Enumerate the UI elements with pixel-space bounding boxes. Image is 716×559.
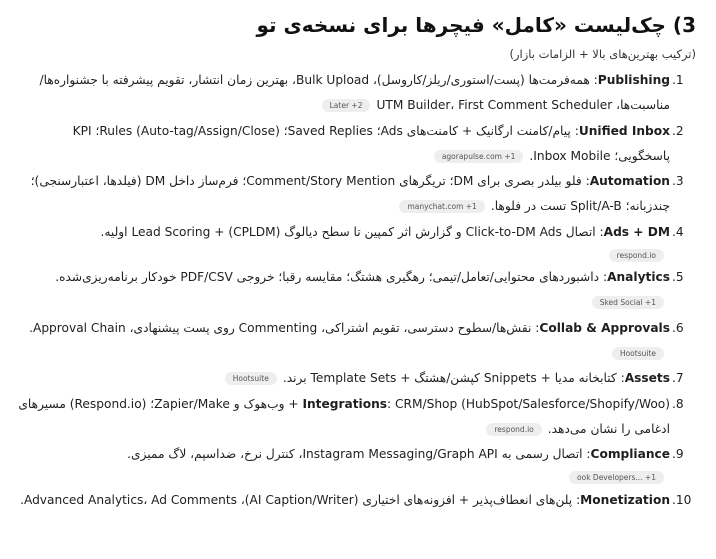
item-description: : اتصال رسمی به Instagram Messaging/Graph API، کنترل نرخ، ضداسپم، لاگ ممیزی. [127, 447, 591, 461]
source-chip[interactable]: Hootsuite [612, 347, 664, 360]
item-number: .5 [672, 270, 684, 284]
source-chip-row [18, 467, 670, 487]
list-item [18, 316, 696, 366]
item-number: .9 [672, 447, 684, 461]
item-heading: Integrations [302, 396, 388, 411]
list-item [18, 220, 696, 265]
list-item [18, 488, 696, 513]
item-number: .2 [672, 123, 684, 138]
item-heading: Ads + DM [603, 224, 670, 239]
item-number: .10 [672, 492, 692, 507]
item-heading: Collab & Approvals [539, 320, 670, 335]
item-heading: Monetization [580, 492, 670, 507]
item-description: : داشبوردهای محتوایی/تعامل/تیمی؛ رهگیری هشتگ؛ مقایسه رقبا؛ خروجی PDF/CSV خودکار برنامه‌ریزی‌شده. [55, 270, 608, 284]
item-heading: Unified Inbox [578, 123, 670, 138]
item-description: : فلو بیلدر بصری برای DM؛ تریگرهای Comment/Story Mention؛ فرم‌ساز داخل DM (فیلدها، اعتبارسنجی)؛ چندزبانه؛ Split/A-B تست در فلوها. [30, 174, 670, 213]
item-number: .6 [672, 320, 684, 335]
list-item [18, 442, 696, 487]
item-description: : اتصال Click-to-DM Ads و گزارش اثر کمپین تا سطح دیالوگ (CPLDM) + Lead Scoring اولیه. [100, 224, 604, 239]
item-heading: Publishing [597, 73, 670, 87]
page-title: 3) چک‌لیست «کامل» فیچرها برای نسخه‌ی تو [256, 13, 696, 37]
item-description: : CRM/Shop (HubSpot/Salesforce/Shopify/Woo) + وب‌هوک و Zapier/Make؛ (Respond.io) مسیرهای ادغامی را نشان می‌دهد. [18, 396, 670, 436]
item-heading: Analytics [607, 270, 670, 284]
item-description: : کتابخانه مدیا + Snippets کپشن/هشتگ + Template Sets برند. [282, 371, 625, 385]
item-number: .8 [672, 396, 684, 411]
item-number: .1 [672, 73, 684, 87]
page-subtitle: (ترکیب بهترین‌های بالا + الزامات بازار) [509, 47, 696, 61]
item-heading: Compliance [590, 447, 670, 461]
source-chip[interactable]: respond.io [486, 423, 541, 436]
item-description: : نقش‌ها/سطوح دسترسی، تقویم اشتراکی، Commenting روی پست پیشنهادی، Approval Chain. [29, 320, 540, 335]
source-chip[interactable]: Hootsuite [225, 372, 277, 385]
item-description: : پیام/کامنت ارگانیک + کامنت‌های Ads؛ Saved Replies؛ Rules (Auto-tag/Assign/Close)؛ KPI پاسخگویی؛ Inbox Mobile. [72, 123, 670, 163]
list-item [18, 169, 696, 219]
list-item [18, 366, 696, 391]
item-description: : پلن‌های انعطاف‌پذیر + افزونه‌های اختیاری (AI Caption/Writer)، Advanced Analytics، Ad Comments. [20, 492, 581, 507]
item-description: : همه‌فرمت‌ها (پست/استوری/ریلز/کاروسل)، Bulk Upload، بهترین زمان انتشار، تقویم پیشرفته با جشنواره‌ها/مناسبت‌ها، UTM Builder، First Comment Scheduler [39, 73, 670, 112]
list-item [18, 68, 696, 118]
source-chip[interactable]: Sked Social +1 [592, 296, 664, 309]
source-chip-row [18, 245, 670, 265]
source-chip[interactable]: Later +2 [322, 99, 371, 112]
source-chip[interactable]: agorapulse.com +1 [434, 150, 524, 163]
source-chip[interactable]: manychat.com +1 [399, 200, 484, 213]
list-item [18, 119, 696, 169]
list-item [18, 392, 696, 442]
item-number: .7 [672, 371, 684, 385]
feature-checklist [18, 68, 696, 513]
source-chip[interactable]: respond.io [609, 249, 664, 262]
item-heading: Assets [624, 371, 670, 385]
list-item [18, 265, 696, 315]
item-heading: Automation [589, 174, 670, 188]
item-number: .4 [672, 224, 684, 239]
item-number: .3 [672, 174, 684, 188]
source-chip[interactable]: ook Developers... +1 [569, 471, 664, 484]
